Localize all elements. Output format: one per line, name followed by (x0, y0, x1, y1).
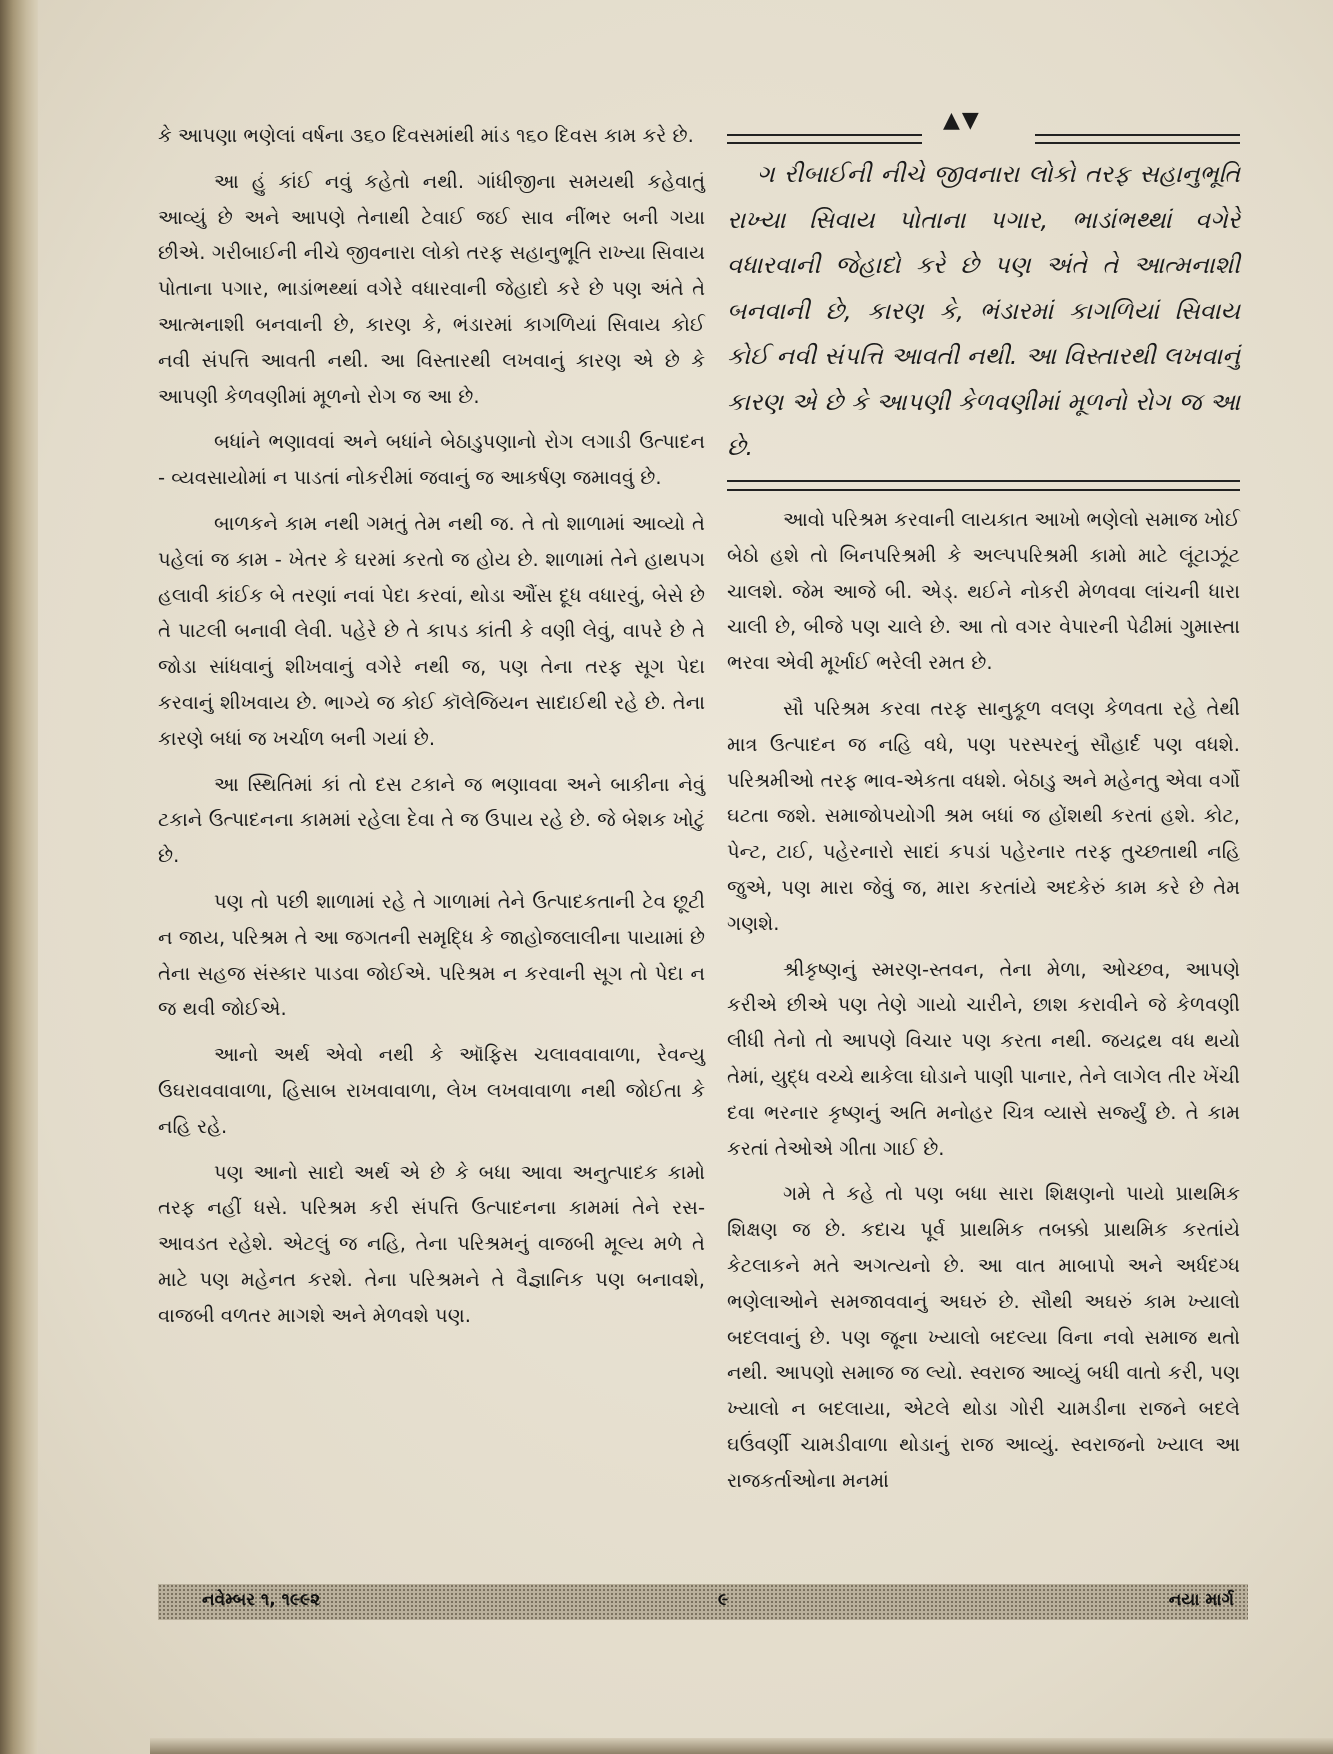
right-paragraph-3: શ્રીકૃષ્ણનું સ્મરણ-સ્તવન, તેના મેળા, ઓચ્છવ, આપણે કરીએ છીએ પણ તેણે ગાયો ચારીને, છાશ કરાવીને જે કેળવણી લીધી તેનો તો આપણે વિચાર પણ કરતા નથી. જયદ્રથ વધ થયો તેમાં, યુદ્ધ વચ્ચે થાકેલા ઘોડાને પાણી પાનાર, તેને લાગેલ તીર ખેંચી દવા ભરનાર કૃષ્ણનું અતિ મનોહર ચિત્ર વ્યાસે સર્જ્યું છે. તે કામ કરતાં તેઓએ ગીતા ગાઈ છે. (727, 957, 1240, 1160)
left-paragraph-8: પણ આનો સાદો અર્થ એ છે કે બધા આવા અનુત્પાદક કામો તરફ નહીં ધસે. પરિશ્રમ કરી સંપત્તિ ઉત્પાદનના કામમાં તેને રસ-આવડત રહેશે. એટલું જ નહિ, તેના પરિશ્રમનું વાજબી મૂલ્ય મળે તે માટે પણ મહેનત કરશે. તેના પરિશ્રમને તે વૈજ્ઞાનિક પણ બનાવશે, વાજબી વળતર માગશે અને મેળવશે પણ. (158, 1160, 705, 1327)
page-number: ૯ (718, 1590, 729, 1610)
pull-quote-header (727, 104, 1240, 144)
publication-name: નયા માર્ગ (1168, 1590, 1234, 1610)
right-paragraph-4: ગમે તે કહે તો પણ બધા સારા શિક્ષણનો પાયો પ્રાથમિક શિક્ષણ જ છે. કદાચ પૂર્વ પ્રાથમિક તબક્કો પ્રાથમિક કરતાંયે કેટલાકને મતે અગત્યનો છે. આ વાત માબાપો અને અર્ધદગ્ધ ભણેલાઓને સમજાવવાનું અઘરું છે. સૌથી અઘરું કામ ખ્યાલો બદલવાનું છે. પણ જૂના ખ્યાલો બદલ્યા વિના નવો સમાજ થતો નથી. આપણો સમાજ જ લ્યો. સ્વરાજ આવ્યું બધી વાતો કરી, પણ ખ્યાલો ન બદલાયા, એટલે થોડા ગોરી ચામડીના રાજને બદલે ઘઉંવર્ણી ચામડીવાળા થોડાનું રાજ આવ્યું. સ્વરાજનો ખ્યાલ આ રાજકર્તાઓના મનમાં (727, 1182, 1240, 1492)
pull-quote-text: ગ રીબાઈની નીચે જીવનારા લોકો તરફ સહાનુભૂતિ રાખ્યા સિવાય પોતાના પગાર, ભાડાંભથ્થાં વગેરે વધારવાની જેહાદો કરે છે પણ અંતે તે આત્મનાશી બનવાની છે, કારણ કે, ભંડારમાં કાગળિયાં સિવાય કોઈ નવી સંપત્તિ આવતી નથી. આ વિસ્તારથી લખવાનું કારણ એ છે કે આપણી કેળવણીમાં મૂળનો રોગ જ આ છે. (727, 160, 1240, 461)
pull-quote-rule-right (1035, 134, 1240, 144)
page-bottom-edge (150, 1738, 1333, 1754)
pull-quote (727, 104, 1240, 494)
right-column (727, 502, 1240, 1509)
footer-date: નવેમ્બર ૧, ૧૯૯૨ (202, 1590, 321, 1610)
left-paragraph-2: આ હું કાંઈ નવું કહેતો નથી. ગાંધીજીના સમયથી કહેવાતું આવ્યું છે અને આપણે તેનાથી ટેવાઈ જઈ સાવ નીંભર બની ગયા છીએ. ગરીબાઈની નીચે જીવનારા લોકો તરફ સહાનુભૂતિ રાખ્યા સિવાય પોતાના પગાર, ભાડાંભથ્થાં વગેરે વધારવાની જેહાદો કરે છે પણ અંતે તે આત્મનાશી બનવાની છે, કારણ કે, ભંડારમાં કાગળિયાં સિવાય કોઈ નવી સંપત્તિ આવતી નથી. આ વિસ્તારથી લખવાનું કારણ એ છે કે આપણી કેળવણીમાં મૂળનો રોગ જ આ છે. (158, 169, 705, 408)
left-column (158, 118, 705, 1344)
left-paragraph-6: પણ તો પછી શાળામાં રહે તે ગાળામાં તેને ઉત્પાદકતાની ટેવ છૂટી ન જાય, પરિશ્રમ તે આ જગતની સમૃદ્ધિ કે જાહોજલાલીના પાયામાં છે તેના સહજ સંસ્કાર પાડવા જોઈએ. પરિશ્રમ ન કરવાની સૂગ તો પેદા ન જ થવી જોઈએ. (158, 889, 705, 1021)
right-paragraph-2: સૌ પરિશ્રમ કરવા તરફ સાનુકૂળ વલણ કેળવતા રહે તેથી માત્ર ઉત્પાદન જ નહિ વધે, પણ પરસ્પરનું સૌહાર્દ પણ વધશે. પરિશ્રમીઓ તરફ ભાવ-એકતા વધશે. બેઠાડુ અને મહેનતુ એવા વર્ગો ઘટતા જશે. સમાજોપયોગી શ્રમ બધાં જ હોંશથી કરતાં હશે. કોટ, પેન્ટ, ટાઈ, પહેરનારો સાદાં કપડાં પહેરનાર તરફ તુચ્છતાથી નહિ જુએ, પણ મારા જેવું જ, મારા કરતાંયે અદકેરું કામ કરે છે તેમ ગણશે. (727, 696, 1240, 935)
left-paragraph-7: આનો અર્થ એવો નથી કે ઑફિસ ચલાવવાવાળા, રેવન્યુ ઉઘરાવવાવાળા, હિસાબ રાખવાવાળા, લેખ લખવાવાળા નથી જોઈતા કે નહિ રહે. (158, 1043, 705, 1138)
triangle-arrows-icon: ▲▼ (943, 108, 981, 133)
pull-quote-rule-left (727, 134, 922, 144)
page-footer (158, 1584, 1248, 1620)
left-paragraph-4: બાળકને કામ નથી ગમતું તેમ નથી જ. તે તો શાળામાં આવ્યો તે પહેલાં જ કામ - ખેતર કે ઘરમાં કરતો જ હોય છે. શાળામાં તેને હાથપગ હલાવી કાંઈક બે તરણાં નવાં પેદા કરવાં, થોડા ઔંસ દૂધ વધારવું, બેસે છે તે પાટલી બનાવી લેવી. પહેરે છે તે કાપડ કાંતી કે વણી લેવું, વાપરે છે તે જોડા સાંધવાનું શીખવાનું વગેરે નથી જ, પણ તેના તરફ સૂગ પેદા કરવાનું શીખવાય છે. ભાગ્યે જ કોઈ કૉલેજિયન સાદાઈથી રહે છે. તેના કારણે બધાં જ ખર્ચાળ બની ગયાં છે. (158, 511, 706, 750)
left-paragraph-1: કે આપણા ભણેલાં વર્ષના ૩૬૦ દિવસમાંથી માંડ ૧૬૦ દિવસ કામ કરે છે. (158, 124, 694, 147)
page-binding-edge (0, 0, 38, 1754)
left-paragraph-3: બધાંને ભણાવવાં અને બધાંને બેઠાડુપણાનો રોગ લગાડી ઉત્પાદન - વ્યવસાયોમાં ન પાડતાં નોકરીમાં જવાનું જ આકર્ષણ જમાવવું છે. (158, 430, 705, 490)
pull-quote-rule-bottom (727, 480, 1240, 491)
left-paragraph-5: આ સ્થિતિમાં કાં તો દસ ટકાને જ ભણાવવા અને બાકીના નેવું ટકાને ઉત્પાદનના કામમાં રહેલા દેવા તે જ ઉપાય રહે છે. જે બેશક ખોટું છે. (158, 772, 705, 868)
right-paragraph-1: આવો પરિશ્રમ કરવાની લાયકાત આખો ભણેલો સમાજ ખોઈ બેઠો હશે તો બિનપરિશ્રમી કે અલ્પપરિશ્રમી કામો માટે લૂંટાઝૂંટ ચાલશે. જેમ આજે બી. એડ્. થઈને નોકરી મેળવવા લાંચની ધારા ચાલી છે, બીજે પણ ચાલે છે. આ તો વગર વેપારની પેઢીમાં ગુમાસ્તા ભરવા એવી મૂર્ખાઈ ભરેલી રમત છે. (727, 508, 1240, 675)
